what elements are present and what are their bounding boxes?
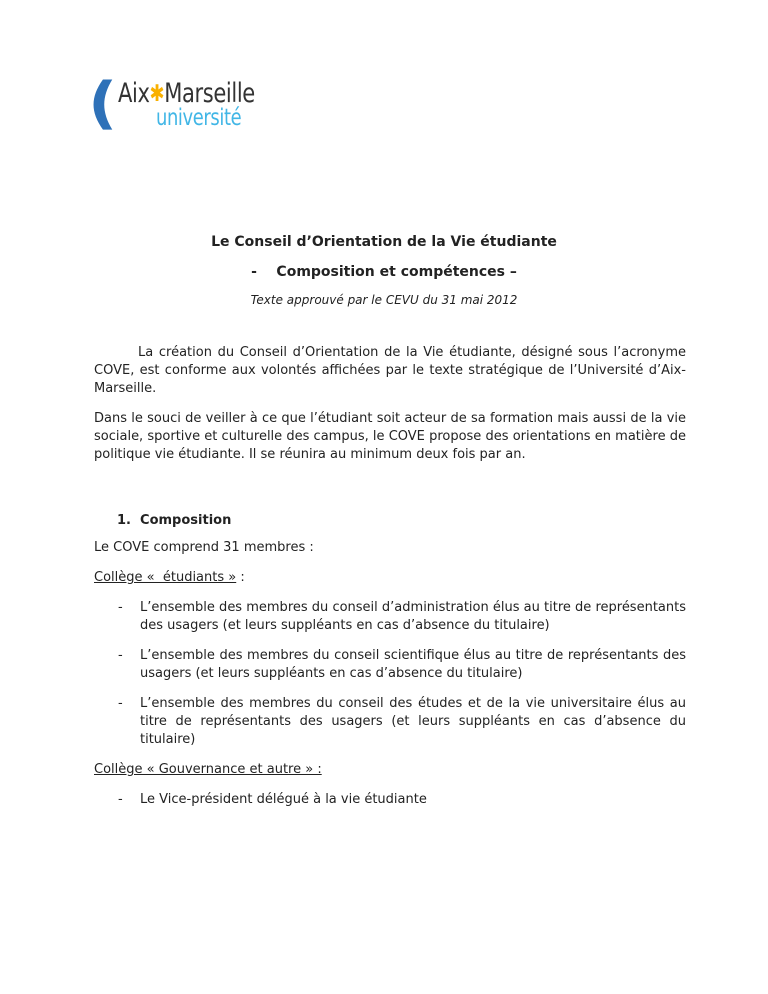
intro-paragraph-1: La création du Conseil d’Orientation de la Vie étudiante, désigné sous l’acronyme COVE, est conforme aux volontés affichées par le texte stratégique de l’Université d’Aix-Marseille. [94,345,686,396]
section-heading-composition: 1. Composition [117,513,232,528]
college-students-underlined: Collège « étudiants » [94,570,237,585]
document-title: Le Conseil d’Orientation de la Vie étudiante [211,234,557,250]
college-governance-heading [94,761,686,779]
document-subtitle: - Composition et compétences – [251,264,517,280]
list-item-text: L’ensemble des membres du conseil des études et de la vie universitaire élus au titre de représentants des usagers (et leurs suppléants en cas d’absence du titulaire) [140,696,686,747]
star-icon: ✱ [149,81,164,107]
approval-note: Texte approuvé par le CEVU du 31 mai 2012 [250,293,518,307]
logo-word-aix: Aix [117,78,150,109]
list-item [94,647,686,683]
college-students-suffix: : [236,570,245,585]
intro-paragraph-2: Dans le souci de veiller à ce que l’étudiant soit acteur de sa formation mais aussi de la vie sociale, sportive et culturelle des campus, le COVE propose des orientations en matière de politique vie étudiante. Il se réunira au minimum deux fois par an. [94,411,686,462]
members-count-line: Le COVE comprend 31 membres : [94,540,314,555]
logo-universite: université [155,105,241,131]
bullet-dash-icon: - [118,792,123,807]
university-logo [88,71,290,136]
list-item [94,599,686,635]
list-item-text: L’ensemble des membres du conseil d’administration élus au titre de représentants des usagers (et leurs suppléants en cas d’absence du titulaire) [140,600,686,633]
logo-parenthesis-icon: ( [88,71,118,136]
logo-word-marseille: Marseille [163,78,255,109]
list-item [94,791,686,809]
document-body [94,344,686,821]
college-governance-underlined: Collège « Gouvernance et autre » : [94,762,322,777]
bullet-dash-icon: - [118,648,123,663]
logo-text [117,78,255,131]
list-item-text: L’ensemble des membres du conseil scientifique élus au titre de représentants des usagers (et leurs suppléants en cas d’absence du titulaire) [140,648,686,681]
list-item-text: Le Vice-président délégué à la vie étudiante [140,792,427,807]
college-students-heading [94,569,686,587]
bullet-dash-icon: - [118,696,123,711]
list-item [94,695,686,749]
bullet-dash-icon: - [118,600,123,615]
